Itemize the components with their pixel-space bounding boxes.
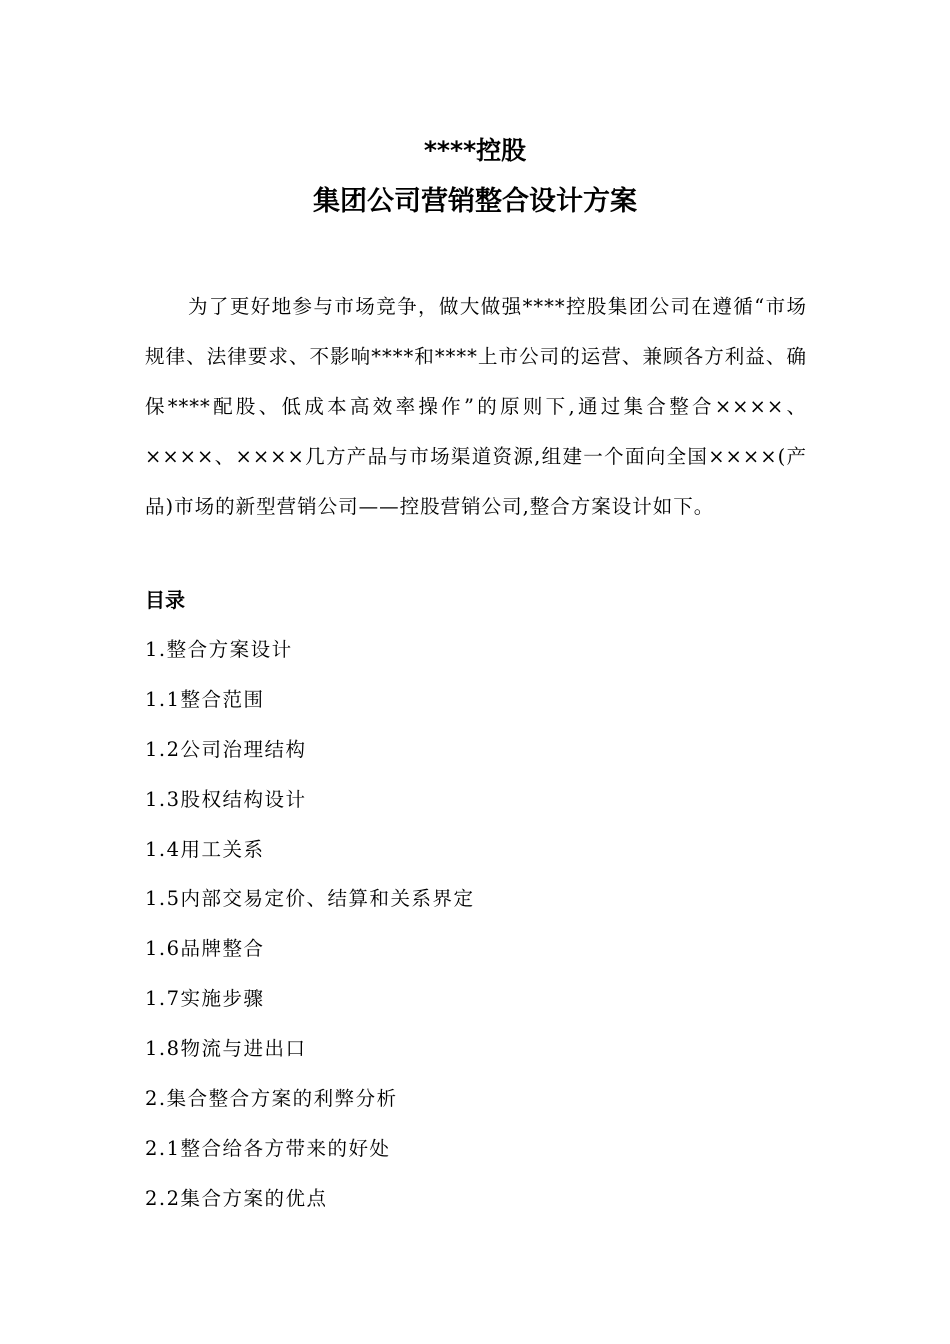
toc-item: 1.2公司治理结构: [145, 737, 307, 761]
toc-list: [145, 632, 475, 1231]
document-title-line2: 集团公司营销整合设计方案: [313, 186, 637, 217]
toc-item: 1.4用工关系: [145, 837, 265, 861]
document-title-line1: ****控股: [423, 136, 527, 165]
toc-item: 1.整合方案设计: [145, 638, 293, 661]
toc-item: 1.1整合范围: [145, 687, 265, 711]
intro-paragraph: 为了更好地参与市场竞争，做大做强****控股集团公司在遵循“市场规律、法律要求、不影响****和****上市公司的运营、兼顾各方利益、确保****配股、低成本高效率操作”的原则下,通过集合整合××××、××××、××××几方产品与市场渠道资源,组建一个面向全国××××(产品)市场的新型营销公司——控股营销公司,整合方案设计如下。: [145, 295, 807, 518]
toc-item: 2.2集合方案的优点: [145, 1186, 328, 1210]
toc-item: 1.5内部交易定价、结算和关系界定: [145, 887, 475, 911]
toc-item: 1.8物流与进出口: [145, 1037, 307, 1061]
toc-item: 1.7实施步骤: [145, 987, 265, 1011]
toc-heading: 目录: [145, 588, 185, 612]
toc-item: 1.3股权结构设计: [145, 787, 307, 811]
toc-item: 2.1整合给各方带来的好处: [145, 1136, 391, 1160]
toc-item: 2.集合整合方案的利弊分析: [145, 1087, 398, 1111]
toc-item: 1.6品牌整合: [145, 937, 265, 961]
